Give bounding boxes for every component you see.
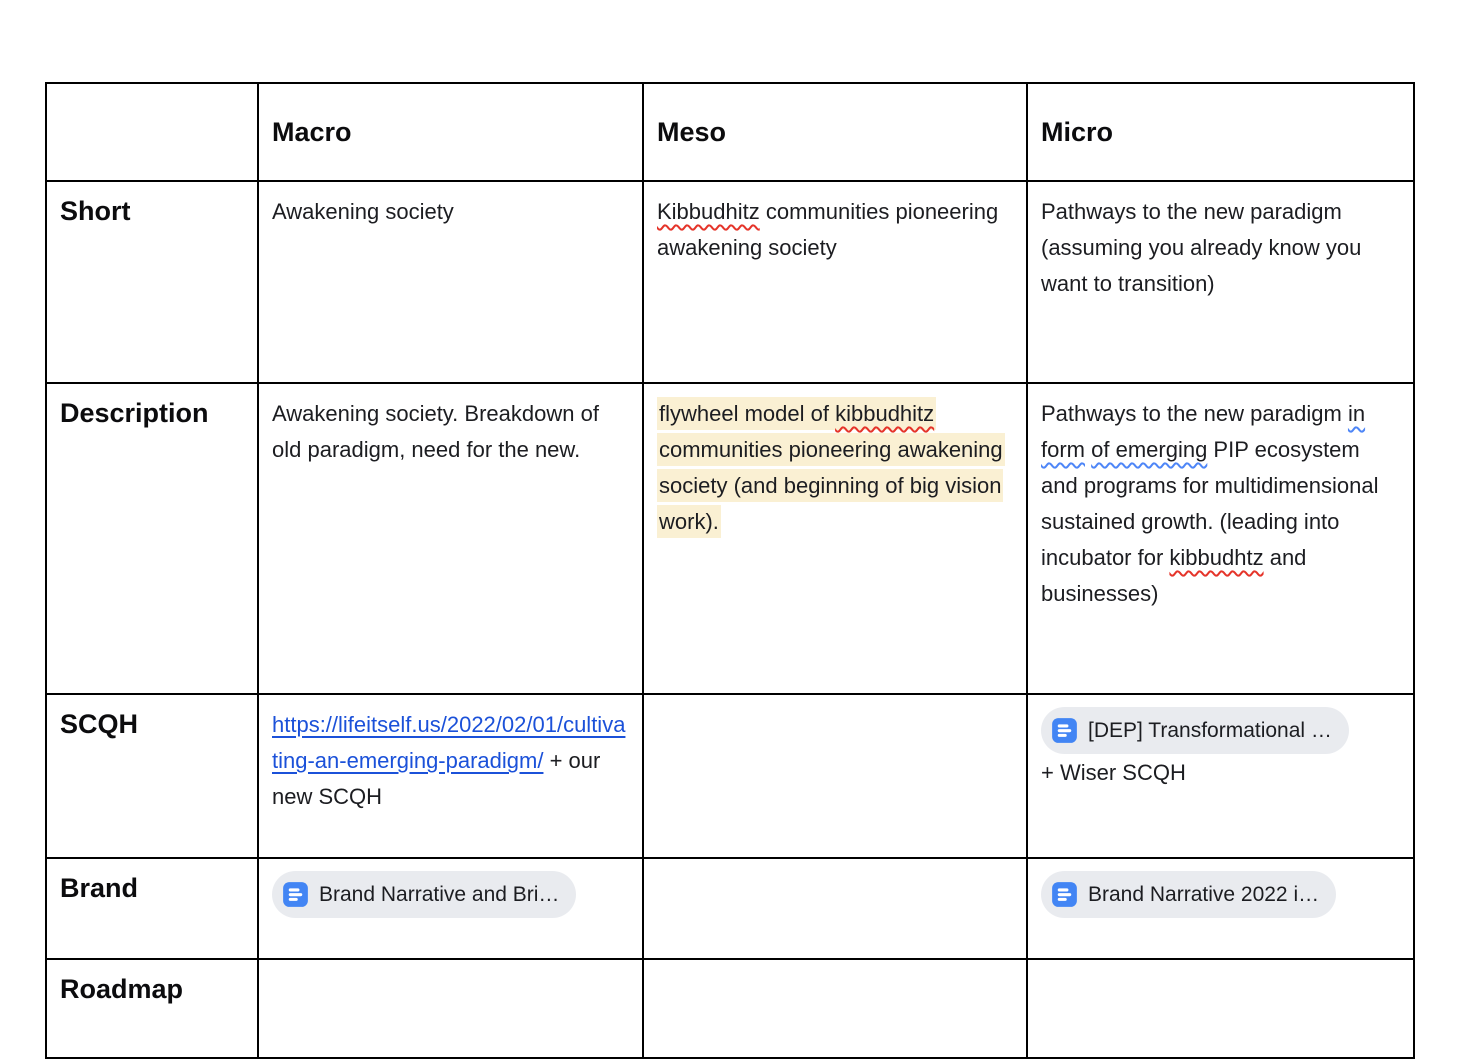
cell-text: Awakening society. Breakdown of old paradigm, need for the new. [272, 401, 599, 462]
row-label-short[interactable]: Short [46, 181, 258, 383]
row-label-brand[interactable]: Brand [46, 858, 258, 959]
grammar-suggestion: of emerging [1091, 437, 1208, 462]
cell-scqh-macro[interactable] [258, 694, 643, 858]
misspelled-word: Kibbudhitz [657, 199, 760, 224]
header-row [46, 83, 1414, 181]
cell-description-micro[interactable] [1027, 383, 1414, 694]
row-label-scqh[interactable]: SCQH [46, 694, 258, 858]
paradigm-matrix-table [45, 82, 1415, 1059]
document-icon [282, 881, 309, 908]
cell-text: Awakening society [272, 199, 454, 224]
cell-brand-macro[interactable] [258, 858, 643, 959]
cell-text: Pathways to the new paradigm [1041, 401, 1348, 426]
cell-text: and businesses) [1041, 545, 1307, 606]
doc-link-chip-brand-narrative-2022[interactable] [1041, 871, 1336, 918]
doc-link-chip-brand-narrative[interactable] [272, 871, 576, 918]
column-header-micro[interactable]: Micro [1027, 83, 1414, 181]
chip-label: Brand Narrative 2022 i… [1088, 883, 1320, 906]
grammar-suggestion: in form [1041, 401, 1366, 462]
cell-text: + Wiser SCQH [1041, 760, 1186, 785]
cell-short-macro[interactable] [258, 181, 643, 383]
column-header-macro[interactable]: Macro [258, 83, 643, 181]
table-row-short [46, 181, 1414, 383]
cell-text: + our new SCQH [272, 748, 601, 809]
table-row-roadmap [46, 959, 1414, 1058]
cell-description-macro[interactable] [258, 383, 643, 694]
cell-brand-micro[interactable] [1027, 858, 1414, 959]
table-row-brand [46, 858, 1414, 959]
cell-roadmap-meso-empty[interactable] [643, 959, 1027, 1058]
table-row-scqh [46, 694, 1414, 858]
cell-scqh-micro[interactable] [1027, 694, 1414, 858]
chip-label: [DEP] Transformational … [1088, 719, 1332, 742]
cell-text: Pathways to the new paradigm (assuming you already know you want to transition) [1041, 199, 1362, 296]
cell-scqh-meso-empty[interactable] [643, 694, 1027, 858]
cell-brand-meso-empty[interactable] [643, 858, 1027, 959]
cell-roadmap-macro-empty[interactable] [258, 959, 643, 1058]
cell-short-micro[interactable] [1027, 181, 1414, 383]
chip-label: Brand Narrative and Bri… [319, 883, 560, 906]
table-row-description [46, 383, 1414, 694]
cell-text: flywheel model of [659, 401, 836, 426]
hyperlink-cultivating-paradigm[interactable]: https://lifeitself.us/2022/02/01/cultivating-an-emerging-paradigm/ [272, 712, 626, 773]
cell-short-meso[interactable] [643, 181, 1027, 383]
cell-description-meso[interactable] [643, 383, 1027, 694]
corner-cell-empty[interactable] [46, 83, 258, 181]
row-label-roadmap[interactable]: Roadmap [46, 959, 258, 1058]
row-label-description[interactable]: Description [46, 383, 258, 694]
highlighted-text [657, 397, 1005, 538]
cell-text: communities pioneering awakening society [657, 199, 999, 260]
cell-text: communities pioneering awakening society (and beginning of big vision work). [659, 437, 1003, 534]
cell-roadmap-micro-empty[interactable] [1027, 959, 1414, 1058]
column-header-meso[interactable]: Meso [643, 83, 1027, 181]
doc-link-chip-dep-transformational[interactable] [1041, 707, 1349, 754]
document-icon [1051, 717, 1078, 744]
cell-text: PIP ecosystem and programs for multidimensional sustained growth. (leading into incubator for [1041, 437, 1379, 570]
misspelled-word: kibbudhitz [835, 401, 935, 426]
document-icon [1051, 881, 1078, 908]
misspelled-word: kibbudhtz [1169, 545, 1264, 570]
